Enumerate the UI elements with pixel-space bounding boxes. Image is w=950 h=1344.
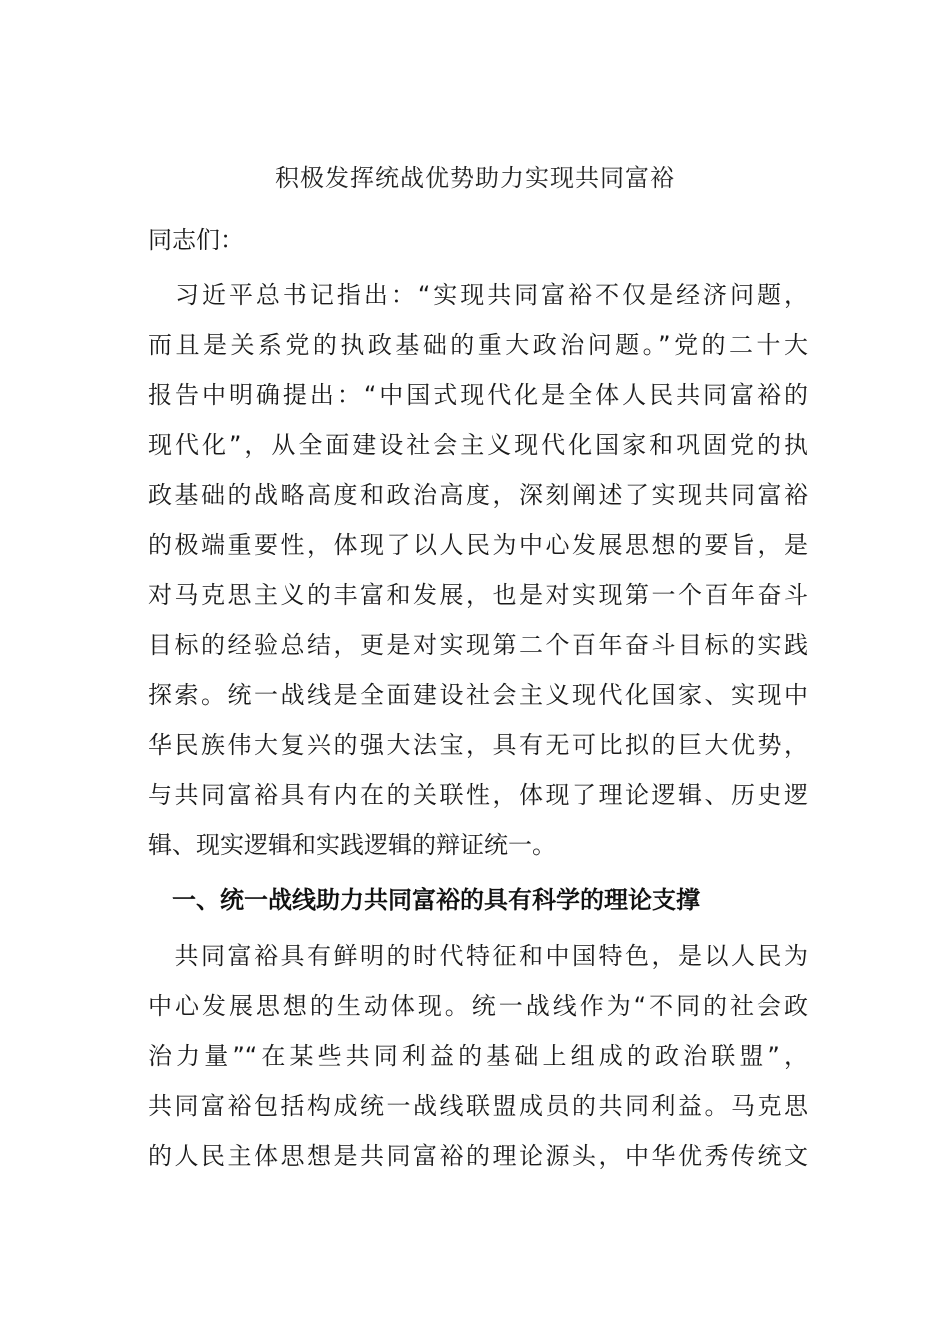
paragraph-line: 共同富裕具有鲜明的时代特征和中国特色，是以人民为 xyxy=(148,942,808,970)
paragraph-line: 中心发展思想的生动体现。统一战线作为“不同的社会政 xyxy=(148,992,808,1020)
paragraph-line: 治力量”“在某些共同利益的基础上组成的政治联盟”， xyxy=(148,1042,808,1070)
paragraph-line: 辑、现实逻辑和实践逻辑的辩证统一。 xyxy=(148,831,556,859)
salutation: 同志们： xyxy=(148,226,244,254)
document-title: 积极发挥统战优势助力实现共同富裕 xyxy=(275,164,675,192)
paragraph-line: 而且是关系党的执政基础的重大政治问题。”党的二十大 xyxy=(148,331,808,359)
paragraph-line: 与共同富裕具有内在的关联性，体现了理论逻辑、历史逻 xyxy=(148,781,808,809)
paragraph-line: 探索。统一战线是全面建设社会主义现代化国家、实现中 xyxy=(148,681,808,709)
section-heading: 一、统一战线助力共同富裕的具有科学的理论支撑 xyxy=(148,886,700,914)
paragraph-line: 对马克思主义的丰富和发展，也是对实现第一个百年奋斗 xyxy=(148,581,808,609)
paragraph-line: 报告中明确提出：“中国式现代化是全体人民共同富裕的 xyxy=(148,381,808,409)
paragraph-line: 的极端重要性，体现了以人民为中心发展思想的要旨，是 xyxy=(148,531,808,559)
paragraph-line: 的人民主体思想是共同富裕的理论源头，中华优秀传统文 xyxy=(148,1142,808,1170)
paragraph-line: 习近平总书记指出：“实现共同富裕不仅是经济问题， xyxy=(148,281,808,309)
paragraph-line: 政基础的战略高度和政治高度，深刻阐述了实现共同富裕 xyxy=(148,481,808,509)
paragraph-line: 目标的经验总结，更是对实现第二个百年奋斗目标的实践 xyxy=(148,631,808,659)
paragraph-line: 现代化”，从全面建设社会主义现代化国家和巩固党的执 xyxy=(148,431,808,459)
paragraph-line: 共同富裕包括构成统一战线联盟成员的共同利益。马克思 xyxy=(148,1092,808,1120)
paragraph-line: 华民族伟大复兴的强大法宝，具有无可比拟的巨大优势， xyxy=(148,731,808,759)
